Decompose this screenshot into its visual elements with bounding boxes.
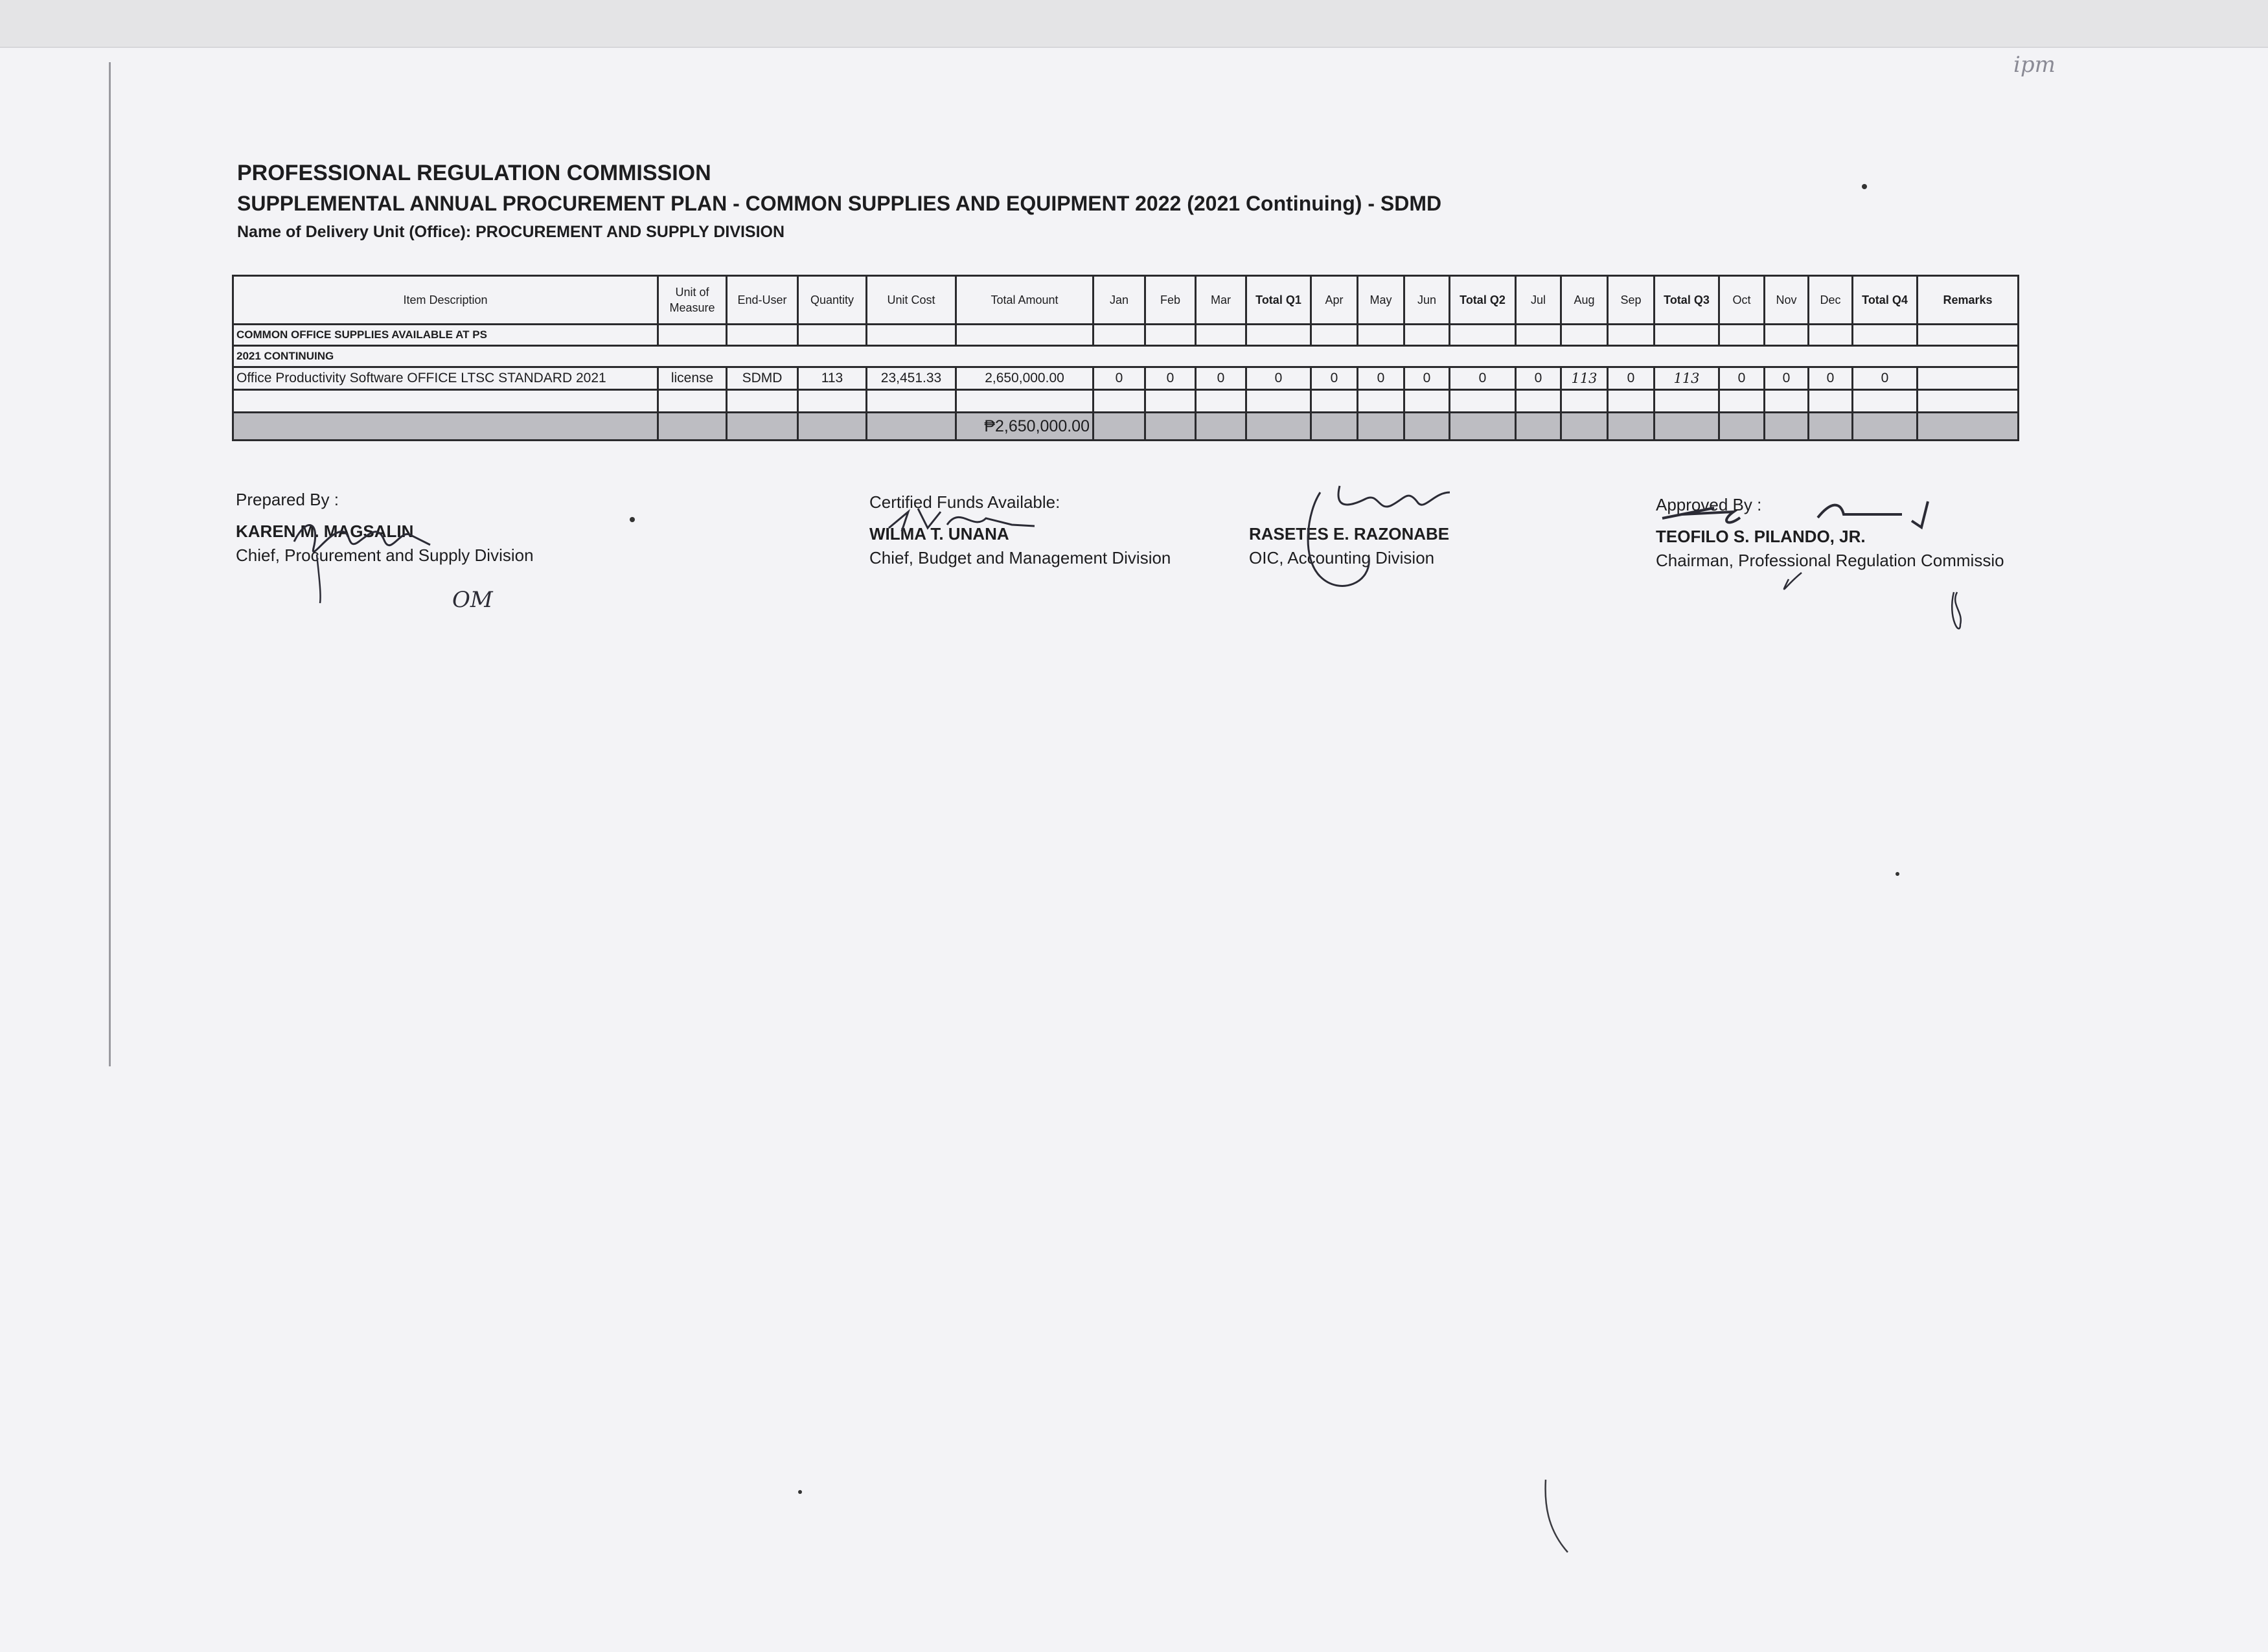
approved-by-caption: Approved By : — [1656, 495, 1762, 514]
grand-total-row — [233, 413, 2019, 441]
table-row — [233, 367, 2019, 390]
blank-row — [233, 390, 2019, 413]
item-total-q1: 0 — [1246, 367, 1311, 390]
certified-funds-position: Chief, Budget and Management Division — [869, 548, 1171, 568]
col-jul: Jul — [1516, 276, 1561, 325]
item-mar: 0 — [1196, 367, 1246, 390]
col-feb: Feb — [1145, 276, 1196, 325]
item-description: Office Productivity Software OFFICE LTSC STANDARD 2021 — [233, 367, 658, 390]
approved-by-position: Chairman, Professional Regulation Commissio — [1656, 551, 2004, 570]
item-may: 0 — [1358, 367, 1404, 390]
item-feb: 0 — [1145, 367, 1196, 390]
prepared-by-caption: Prepared By : — [236, 490, 339, 509]
table-header-row — [233, 276, 2019, 325]
scan-speck — [798, 1490, 802, 1494]
accounting-position: OIC, Accounting Division — [1249, 548, 1435, 568]
scan-mark — [1542, 1477, 1581, 1561]
accounting-name: RASETES E. RAZONABE — [1249, 524, 1450, 544]
col-item-description: Item Description — [233, 276, 658, 325]
col-oct: Oct — [1719, 276, 1765, 325]
prepared-by-name: KAREN M. MAGSALIN — [236, 522, 414, 541]
prepared-by-block — [236, 490, 689, 613]
scan-speck — [1862, 184, 1867, 189]
prepared-by-signature — [281, 496, 450, 606]
prepared-by-initials: OM — [452, 587, 493, 613]
item-jan: 0 — [1094, 367, 1145, 390]
item-total-amount: 2,650,000.00 — [956, 367, 1094, 390]
delivery-unit: Name of Delivery Unit (Office): PROCUREMENT AND SUPPLY DIVISION — [237, 223, 785, 241]
item-jun: 0 — [1404, 367, 1450, 390]
col-remarks: Remarks — [1918, 276, 2019, 325]
approved-by-name: TEOFILO S. PILANDO, JR. — [1656, 527, 1866, 546]
col-may: May — [1358, 276, 1404, 325]
prepared-by-position: Chief, Procurement and Supply Division — [236, 545, 534, 565]
col-total-q2: Total Q2 — [1450, 276, 1516, 325]
col-apr: Apr — [1311, 276, 1358, 325]
col-mar: Mar — [1196, 276, 1246, 325]
item-apr: 0 — [1311, 367, 1358, 390]
item-end-user: SDMD — [727, 367, 798, 390]
col-jan: Jan — [1094, 276, 1145, 325]
certified-funds-caption: Certified Funds Available: — [869, 492, 1060, 512]
accounting-signature — [1294, 473, 1463, 602]
binder-margin-line — [109, 62, 111, 1066]
scan-speck — [1896, 872, 1899, 876]
certified-funds-name: WILMA T. UNANA — [869, 524, 1009, 544]
item-remarks — [1918, 367, 2019, 390]
item-quantity: 113 — [798, 367, 867, 390]
col-aug: Aug — [1561, 276, 1608, 325]
item-nov: 0 — [1765, 367, 1809, 390]
col-nov: Nov — [1765, 276, 1809, 325]
col-unit-of-measure: Unit of Measure — [658, 276, 727, 325]
certified-funds-block — [869, 492, 1258, 568]
approved-by-block — [1656, 495, 2019, 571]
col-end-user: End-User — [727, 276, 798, 325]
col-total-q1: Total Q1 — [1246, 276, 1311, 325]
item-unit: license — [658, 367, 727, 390]
col-unit-cost: Unit Cost — [867, 276, 956, 325]
col-total-q3: Total Q3 — [1655, 276, 1719, 325]
col-total-q4: Total Q4 — [1853, 276, 1918, 325]
approved-by-signature — [1656, 488, 1993, 644]
section-row-2021-continuing — [233, 346, 2019, 367]
corner-handwritten-note: ipm — [2013, 52, 2056, 78]
scan-speck — [630, 517, 635, 522]
col-sep: Sep — [1608, 276, 1655, 325]
grand-total-amount: ₱2,650,000.00 — [956, 413, 1094, 441]
document-title: SUPPLEMENTAL ANNUAL PROCUREMENT PLAN - COMMON SUPPLIES AND EQUIPMENT 2022 (2021 Continuing) - SDMD — [237, 192, 1442, 215]
item-sep: 0 — [1608, 367, 1655, 390]
item-total-q2: 0 — [1450, 367, 1516, 390]
col-jun: Jun — [1404, 276, 1450, 325]
section-label: COMMON OFFICE SUPPLIES AVAILABLE AT PS — [233, 325, 658, 346]
col-dec: Dec — [1809, 276, 1853, 325]
col-quantity: Quantity — [798, 276, 867, 325]
item-oct: 0 — [1719, 367, 1765, 390]
item-unit-cost: 23,451.33 — [867, 367, 956, 390]
section-row-common-supplies — [233, 325, 2019, 346]
item-jul: 0 — [1516, 367, 1561, 390]
org-name: PROFESSIONAL REGULATION COMMISSION — [237, 161, 711, 185]
item-total-q4: 0 — [1853, 367, 1918, 390]
procurement-table — [232, 275, 2019, 441]
section-label: 2021 CONTINUING — [233, 346, 2019, 367]
accounting-block — [1249, 492, 1521, 568]
item-dec: 0 — [1809, 367, 1853, 390]
scan-top-edge — [0, 0, 2268, 48]
item-total-q3: 113 — [1655, 367, 1719, 390]
certified-funds-signature — [882, 499, 1038, 538]
col-total-amount: Total Amount — [956, 276, 1094, 325]
item-aug: 113 — [1561, 367, 1608, 390]
